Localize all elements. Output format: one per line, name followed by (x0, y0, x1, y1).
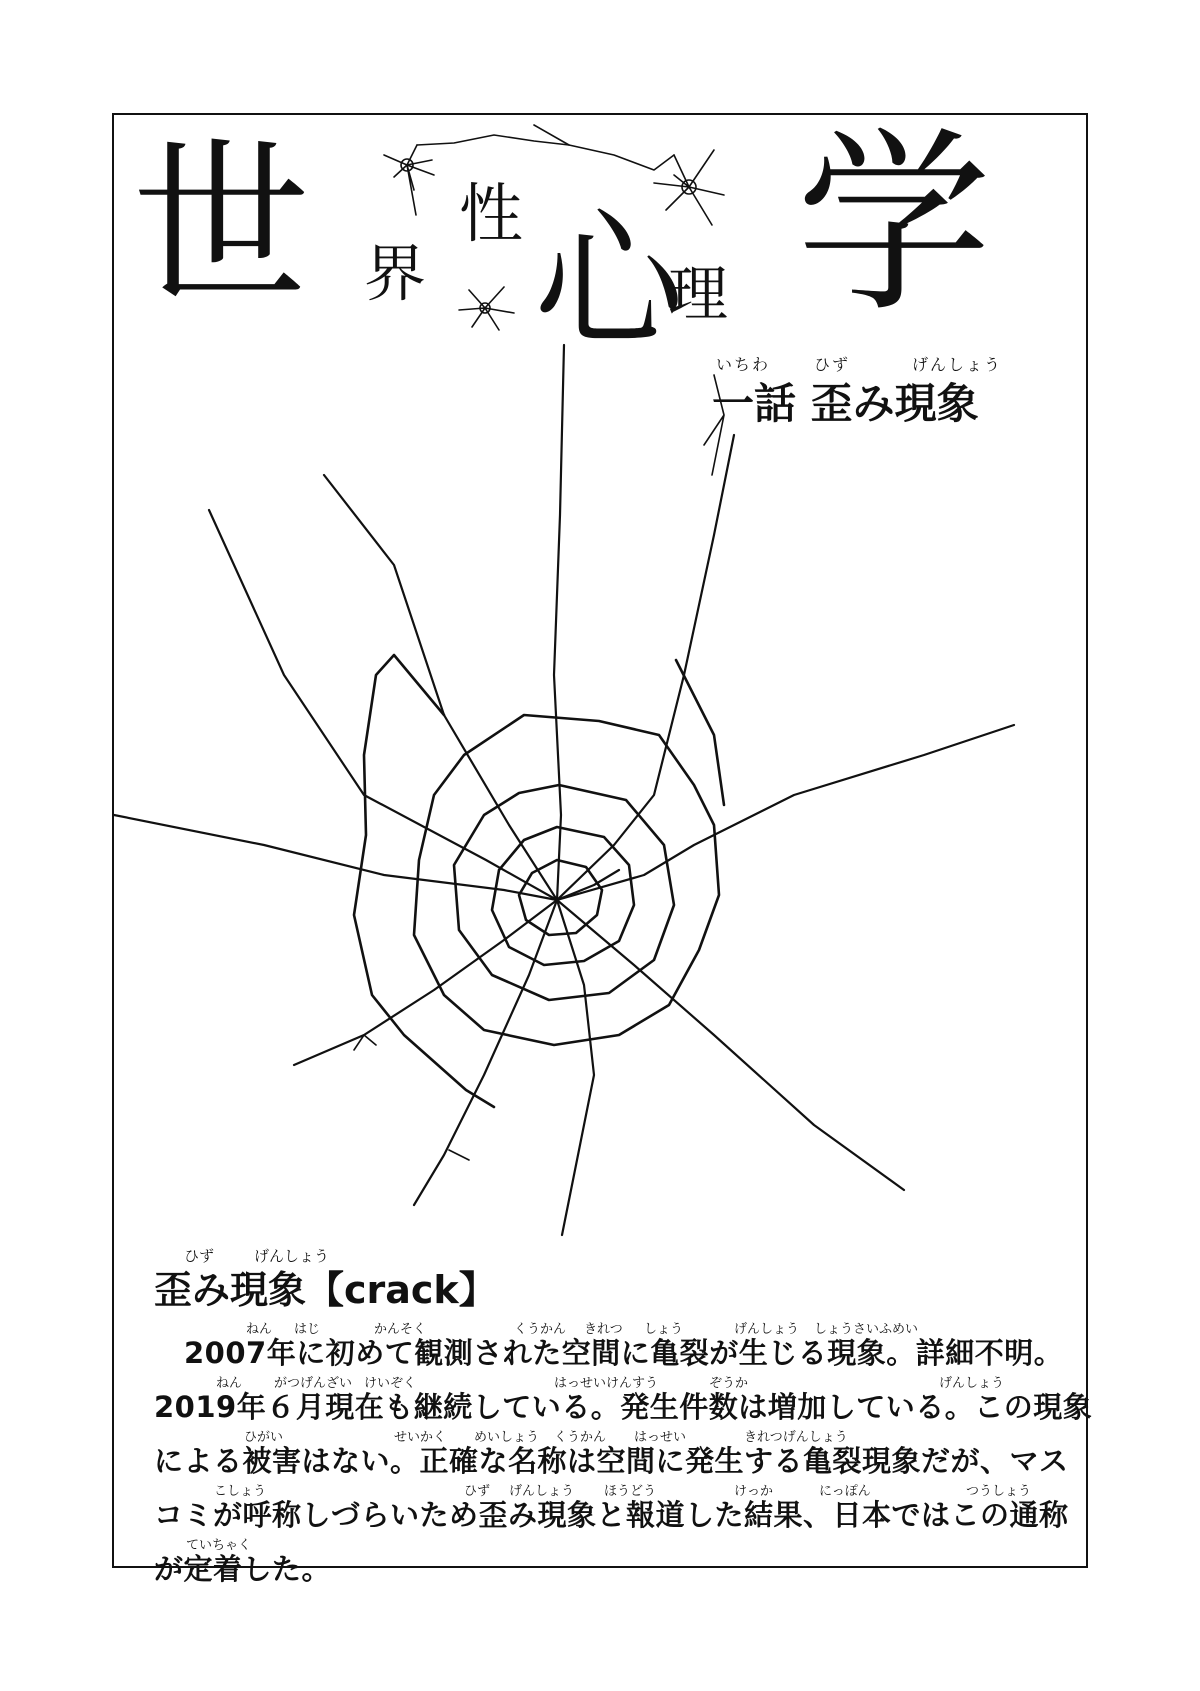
line-ruby: はじ (294, 1322, 321, 1337)
glossary-title-ruby: げんしょう (254, 1247, 330, 1265)
line-ruby: ねん (246, 1322, 273, 1337)
concentric-cracks (354, 655, 724, 1107)
glossary-line-3: による被害はない。正確な名称は空間に発生する亀裂現象だが、マス (154, 1444, 1069, 1478)
chapter-ruby: げんしょう (912, 355, 1003, 374)
line-ruby: けっか (734, 1484, 774, 1499)
glossary-line-1: 2007年に初めて観測された空間に亀裂が生じる現象。詳細不明。 (184, 1336, 1064, 1370)
title-char-2: 界 (364, 237, 427, 310)
title-char-3: 性 (459, 178, 523, 252)
line-ruby: かんそく (374, 1322, 427, 1337)
line-ruby: がつげんざい (274, 1376, 353, 1391)
line-ruby: きれつげんしょう (744, 1430, 848, 1445)
line-ruby: きれつ (584, 1322, 623, 1337)
title-char-6: 学 (796, 111, 993, 339)
chapter-ruby: いちわ (716, 355, 771, 374)
line-ruby: ひがい (244, 1430, 284, 1445)
glossary-line-4: コミが呼称しづらいため歪み現象と報道した結果、日本ではこの通称 (154, 1498, 1069, 1532)
line-ruby: ひず (464, 1484, 491, 1499)
radial-cracks (114, 345, 1014, 1235)
glossary-title-ruby: ひず (184, 1247, 215, 1265)
line-ruby: せいかく (394, 1430, 447, 1445)
title-char-5: 理 (668, 260, 728, 330)
title-char-4: 心 (534, 195, 685, 369)
glossary-title: 歪み現象【crack】 (154, 1268, 497, 1312)
line-ruby: めいしょう (474, 1430, 540, 1445)
line-ruby: くうかん (514, 1322, 567, 1337)
line-ruby: しょう (644, 1322, 684, 1337)
title-char-1: 世 (132, 122, 310, 329)
line-ruby: しょうさいふめい (814, 1322, 919, 1337)
chapter-title: 一話 歪み現象 (712, 379, 979, 428)
line-ruby: はっせい (634, 1430, 687, 1445)
line-ruby: ねん (216, 1376, 243, 1391)
line-ruby: つうしょう (966, 1484, 1032, 1499)
glossary-line-5: が定着した。 (154, 1552, 332, 1586)
page-frame (112, 111, 1093, 1586)
line-ruby: げんしょう (939, 1376, 1005, 1391)
line-ruby: げんしょう (509, 1484, 575, 1499)
line-ruby: ほうどう (604, 1484, 657, 1499)
line-ruby: げんしょう (734, 1322, 800, 1337)
line-ruby: にっぽん (819, 1484, 871, 1499)
line-ruby: はっせいけんすう (554, 1376, 659, 1391)
line-ruby: くうかん (554, 1430, 607, 1445)
line-ruby: ぞうか (709, 1376, 749, 1391)
line-ruby: こしょう (214, 1484, 267, 1499)
glossary-line-2: 2019年６月現在も継続している。発生件数は増加している。この現象 (154, 1390, 1093, 1424)
line-ruby: ていちゃく (186, 1538, 252, 1553)
chapter-ruby: ひず (814, 355, 851, 374)
line-ruby: けいぞく (364, 1376, 417, 1391)
